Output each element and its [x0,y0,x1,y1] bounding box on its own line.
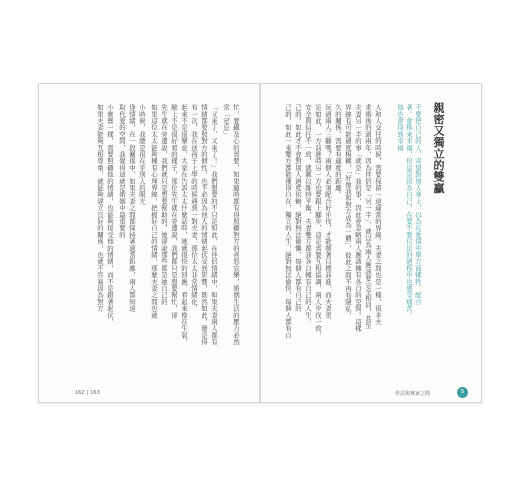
left-text-line-14: 如果夫妻能夠互相尊重，就能夠建立良好的關係，也就不容易因為對方 [96,104,104,312]
right-text-line-5: 久的關係，需要有適度的距離。 [334,104,342,198]
left-text-line-2: 常「窒息」 [222,104,230,138]
running-footer: 作法與專家之間 [395,391,431,397]
left-page-number: 162 [75,390,85,396]
left-text-line-1: 忙，要顧及心的需要，如果隨時都有得照顧對方的喜怒哀樂，婚姻生活的壓力必然 [232,104,240,346]
section-heading: 親密又獨立的雙贏 [432,102,445,194]
left-text-line-7: 臉上不是很好看的樣子，那位先生就在旁邊說，我們都只是想要幫忙，卻 [170,104,178,319]
lead-line-3: 他也會得到幸福 [396,104,404,151]
right-page-number: 163 [90,390,100,396]
right-text-line-2: 求婚後的頭兩年，因為伴侶是「另一半」，就以為兩人應該要完全相同，甚至 [364,104,372,329]
right-text-line-7: 是如此，一方前進時另一方也要跟上腳步，這是需要互相協調，兩人步伐一致， [314,104,322,339]
left-text-line-13: 小寶寶一樣，需要照顧他的情緒，也能夠接受他的情緒，而不是跟著起伏， [106,104,114,326]
left-text-line-5: 有一次，我在送孩子上學的時候遇到一對夫妻，那位太太非常情緒化， [190,104,198,312]
left-text-line-12: 取代愛的空間，我覺得這就是婚姻中最重要的 [118,104,126,238]
right-text-line-10: 己的，如此一來雙方都能獲得自在，獨立的人生，絕對無法偷快，每個人都有自 [284,104,292,339]
right-text-line-1: 人和人交往的時候，需要保留一道適當的界線，夫妻之間也是一樣，很多夫 [374,104,382,326]
left-text-line-3: 「又來了，又來了！」我們想要的不只是如此，在伴侶情緒中，如果夫妻兩人都有 [210,104,218,346]
left-text-line-8: 先生就在旁邊說，我們就只是想要幫助的，她卻說那些都是她自己的 [160,104,168,305]
chapter-badge: 5 [457,387,468,398]
lead-line-2: 著，會換來幸福，但這是因為自己，在要不要付出的過程中也感受痛苦。 [405,104,413,319]
left-page-folio: 162 | 163 [75,390,100,396]
left-text-line-11: 逢情緒，在一段關係中，如果夫妻之間都保持著適當距離，兩人都知道 [128,104,136,312]
right-text-line-6: 玩過兩人三腳嗎？兩個人必須配合好步伐，才能朝著目標前進，而夫妻更 [324,104,332,319]
book-spread [38,83,482,403]
left-text-line-9: 如果這位太太能夠擁有心理界線，把握好自己的情緒，那麼夫妻之間也就 [150,104,158,319]
left-text-line-10: 小時候，我總是很在乎別人的眼光 [138,104,146,205]
left-text-line-4: 情緒都要照對方的個性，也不必因為他人的情緒起伏受到影響，既然如此，還是得 [200,104,208,346]
right-text-line-3: 夫妻另一半的事「就是」我的事，因此會忽略兩人應該擁有各自的空間。這樣 [354,104,362,332]
lead-line-1: 不要把自己的人，寄望對別人身上，以為在愛情中單方面犧牲、配合 [414,104,422,305]
book-spine [259,84,261,402]
left-text-line-6: 起來不是很樂意，大家在告訴太太什麼話時，她就很快的回應，看起來像在生氣， [180,104,188,346]
right-text-line-8: 安全與信任不一致，就難以維持平衡，夫妻雙方都該各自擁有自己的人生， [304,104,312,326]
right-text-line-4: 界線有可能過度模糊，「好像我和對方成為一體」，彼此之間不再有隱私， [344,104,352,319]
right-text-line-9: 己的。如此才不會對別人過度依賴，絕對無法偷懶，每個人都有自己的 [294,104,302,312]
